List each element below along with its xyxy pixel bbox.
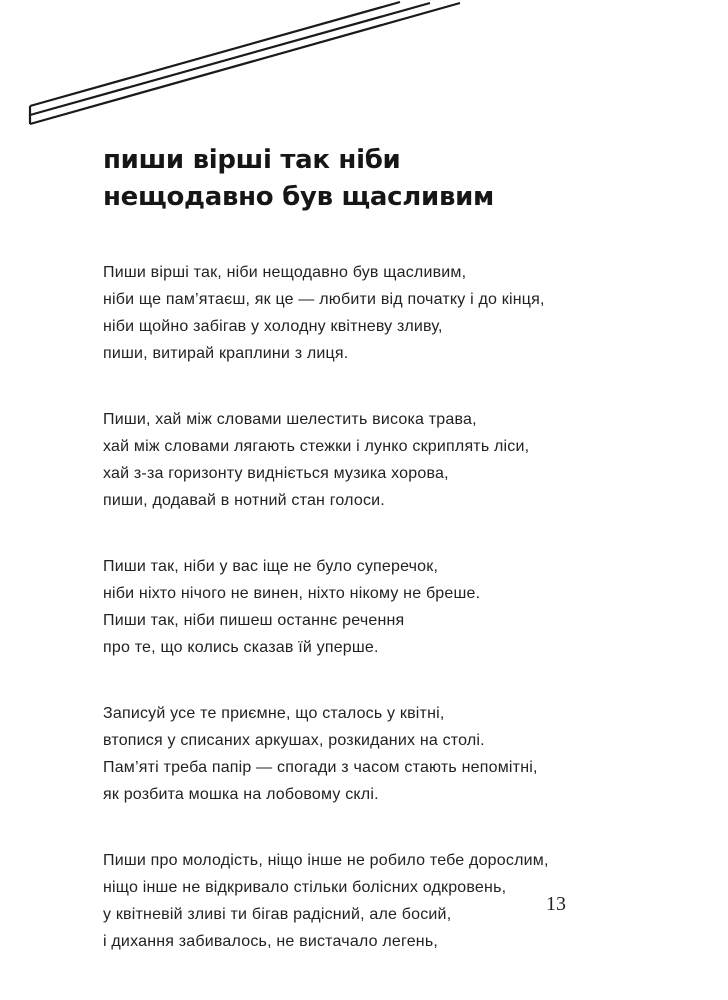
- poem-title-line-2: нещодавно був щасливим: [103, 182, 494, 212]
- stanza-2: [103, 406, 663, 514]
- poem-line: Пам’яті треба папір — спогади з часом стають непомітні,: [103, 759, 538, 776]
- page-number: 13: [546, 893, 566, 915]
- poem-line: ніщо інше не відкривало стільки болісних одкровень,: [103, 879, 507, 896]
- poem-body: [103, 259, 663, 994]
- stanza-3: [103, 553, 663, 661]
- poem-line: втопися у списаних аркушах, розкиданих на столі.: [103, 732, 485, 749]
- poem-line: Пиши так, ніби у вас іще не було суперечок,: [103, 558, 439, 575]
- poem-title-line-1: пиши вірші так ніби: [103, 145, 401, 175]
- poem-line: ніби ще пам’ятаєш, як це — любити від початку і до кінця,: [103, 291, 545, 308]
- poem-title: [103, 142, 494, 216]
- poem-line: ніби ніхто нічого не винен, ніхто нікому не бреше.: [103, 585, 481, 602]
- stanza-4: [103, 700, 663, 808]
- poem-line: ніби щойно забігав у холодну квітневу зливу,: [103, 318, 443, 335]
- poem-line: про те, що колись сказав їй уперше.: [103, 639, 379, 656]
- poem-line: пиши, витирай краплини з лиця.: [103, 345, 349, 362]
- poem-line: хай між словами лягають стежки і лунко скриплять ліси,: [103, 438, 530, 455]
- stanza-5: [103, 847, 663, 955]
- poem-line: Пиши, хай між словами шелестить висока трава,: [103, 411, 477, 428]
- poem-line: хай з-за горизонту видніється музика хорова,: [103, 465, 449, 482]
- decorative-lines: [0, 0, 728, 140]
- poem-line: Записуй усе те приємне, що сталось у квітні,: [103, 705, 445, 722]
- poem-line: у квітневій зливі ти бігав радісний, але босий,: [103, 906, 452, 923]
- poem-line: Пиши вірші так, ніби нещодавно був щасливим,: [103, 264, 467, 281]
- poem-line: Пиши так, ніби пишеш останнє речення: [103, 612, 405, 629]
- poem-line: і дихання забивалось, не вистачало легень,: [103, 933, 439, 950]
- poem-line: пиши, додавай в нотний стан голоси.: [103, 492, 385, 509]
- stanza-1: [103, 259, 663, 367]
- poem-line: Пиши про молодість, ніщо інше не робило тебе дорослим,: [103, 852, 549, 869]
- poem-line: як розбита мошка на лобовому склі.: [103, 786, 379, 803]
